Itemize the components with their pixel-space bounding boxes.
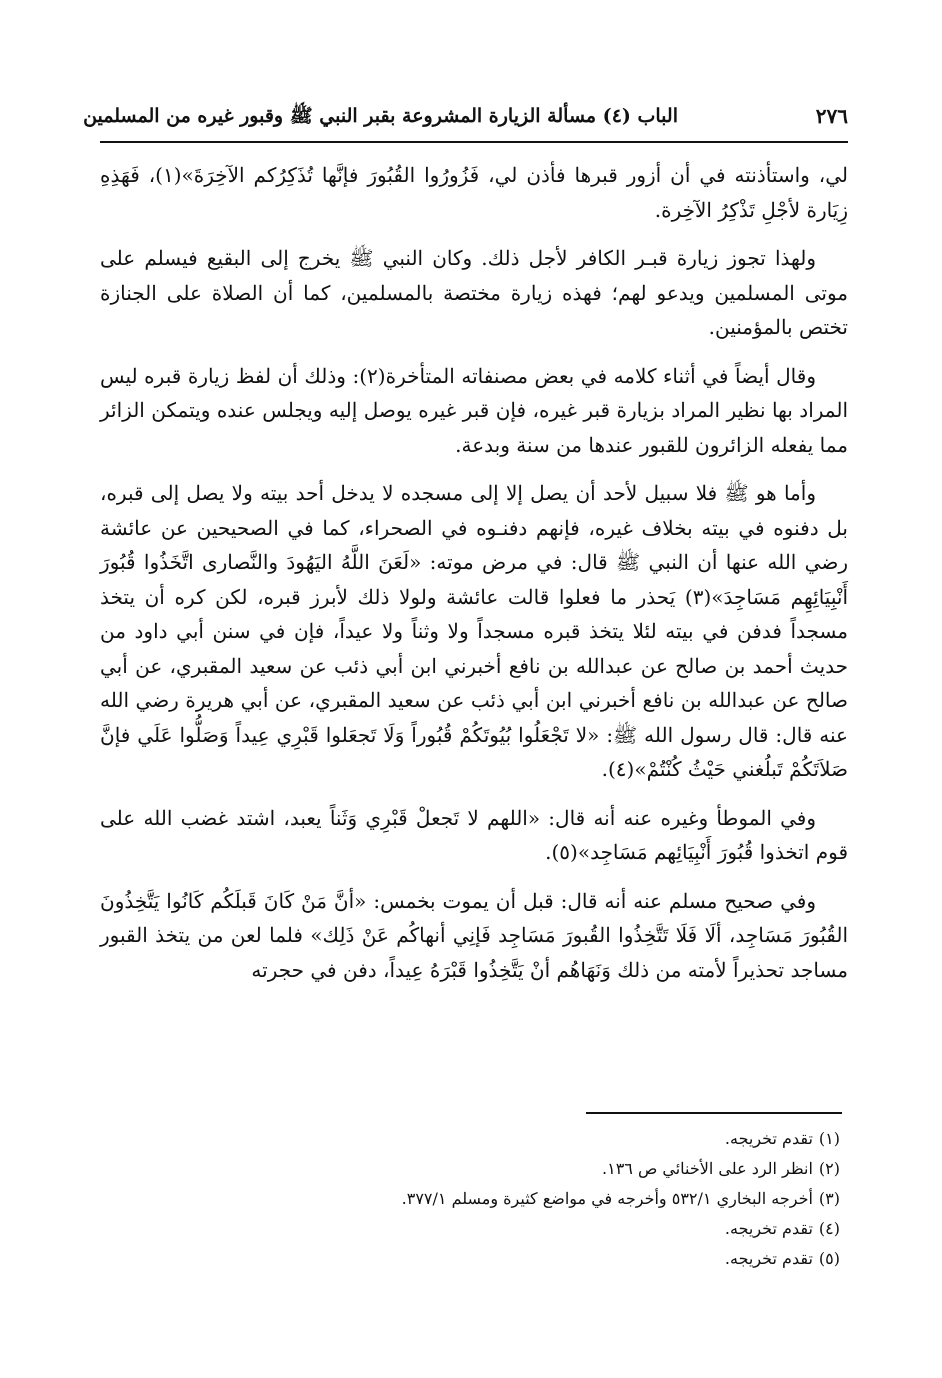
footnotes-list <box>100 1124 848 1274</box>
footnote-marker: (١) <box>818 1129 840 1148</box>
paragraph: لي، واستأذنته في أن أزور قبرها فأذن لي، فَزُورُوا القُبُورَ فإنَّها تُذَكِرُكم الآخِرَةَ»(١)، فَهَذِهِ زِيَارة لأجْلِ تَذْكِرُ الآخِرة. <box>100 163 848 222</box>
paragraph: ولهذا تجوز زيارة قبـر الكافر لأجل ذلك. وكان النبي ﷺ يخرج إلى البقيع فيسلم على موتى المسلمين ويدعو لهم؛ فهذه زيارة مختصة بالمسلمين، كما أن الصلاة على الجنازة تختص بالمؤمنين. <box>100 246 848 339</box>
running-title: الباب (٤) مسألة الزيارة المشروعة بقبر النبي ﷺ وقبور غيره من المسلمين <box>83 105 678 127</box>
body-text <box>100 158 848 1001</box>
footnote-marker: (٤) <box>818 1219 840 1238</box>
footnote-marker: (٥) <box>818 1249 840 1268</box>
header-rule <box>100 141 848 143</box>
footnote <box>100 1244 848 1274</box>
footnote <box>100 1154 848 1184</box>
paragraph: وفي صحيح مسلم عنه أنه قال: قبل أن يموت بخمس: «أنَّ مَنْ كَانَ قَبلَكُم كَانُوا يَتَّخِذُونَ القُبُورَ مَسَاجِد، ألَا فَلَا تَتَّخِذُوا القُبورَ مَسَاجِد فَإنِي أنهاكُم عَنْ ذَلِك» فلما لعن من يتخذ القبور مساجد تحذيراً لأمته من ذلك وَنَهَاهُم أنْ يَتَّخِذُوا قَبْرَهُ عِيداً، دفن في حجرته <box>100 888 848 982</box>
footnote <box>100 1124 848 1154</box>
paragraph: وقال أيضاً في أثناء كلامه في بعض مصنفاته المتأخرة(٢): وذلك أن لفظ زيارة قبره ليس المراد بها نظير المراد بزيارة قبر غيره، فإن قبر غيره يوصل إليه ويجلس عنده ويتمكن الزائر مما يفعله الزائرون للقبور عندها من سنة وبدعة. <box>100 363 848 457</box>
footnote-text: تقدم تخريجه. <box>724 1129 813 1148</box>
page-header <box>83 104 848 140</box>
footnote-text: تقدم تخريجه. <box>724 1219 813 1238</box>
footnote-text: انظر الرد على الأخنائي ص ١٣٦. <box>602 1159 813 1178</box>
footnote-text: أخرجه البخاري ٥٣٢/١ وأخرجه في مواضع كثيرة ومسلم ٣٧٧/١. <box>401 1189 813 1208</box>
footnote-marker: (٣) <box>818 1189 840 1208</box>
footnote <box>100 1184 848 1214</box>
page-number: ٢٧٦ <box>815 104 848 128</box>
paragraph: وأما هو ﷺ فلا سبيل لأحد أن يصل إلا إلى مسجده لا يدخل أحد بيته ولا يصل إلى قبره، بل دفنوه في بيته بخلاف غيره، فإنهم دفنـوه في الصحراء، كما في الصحيحين عن عائشة رضي الله عنها أن النبي ﷺ قال: في مرض موته: «لَعَنَ اللَّهُ اليَهُودَ والنَّصارى اتَّخَذُوا قُبُورَ أَنْبِيَائِهِم مَسَاجِدَ»(٣) يَحذر ما فعلوا قالت عائشة ولولا ذلك لأبرز قبره، لكن كره أن يتخذ مسجداً فدفن في بيته لئلا يتخذ قبره مسجداً ولا وثناً ولا عيداً، فإن في سنن أبي داود من حديث أحمد بن صالح عن عبدالله بن نافع أخبرني ابن أبي ذئب عن سعيد المقبري، عن أبي صالح عن عبدالله بن نافع أخبرني ابن أبي ذئب عن سعيد المقبري، عن أبي هريرة رضي الله عنه قال: قال رسول الله ﷺ: «لا تَجْعَلُوا بُيُوتَكُمْ قُبُوراً وَلَا تَجعَلوا قَبْرِي عِيداً وَصَلُّوا عَلَي فإنَّ صَلاَتَكُمْ تَبلُغني حَيْثُ كُنْتُمْ»(٤). <box>100 481 848 781</box>
paragraph: وفي الموطأ وغيره عنه أنه قال: «اللهم لا تَجعلْ قَبْرِي وَثَناً يعبد، اشتد غضب الله على قوم اتخذوا قُبُورَ أَنْبِيَائِهم مَسَاجِد»(٥). <box>100 805 848 864</box>
footnote-marker: (٢) <box>818 1159 840 1178</box>
footnote-text: تقدم تخريجه. <box>724 1249 813 1268</box>
footnote <box>100 1214 848 1244</box>
footnote-rule <box>586 1112 842 1114</box>
